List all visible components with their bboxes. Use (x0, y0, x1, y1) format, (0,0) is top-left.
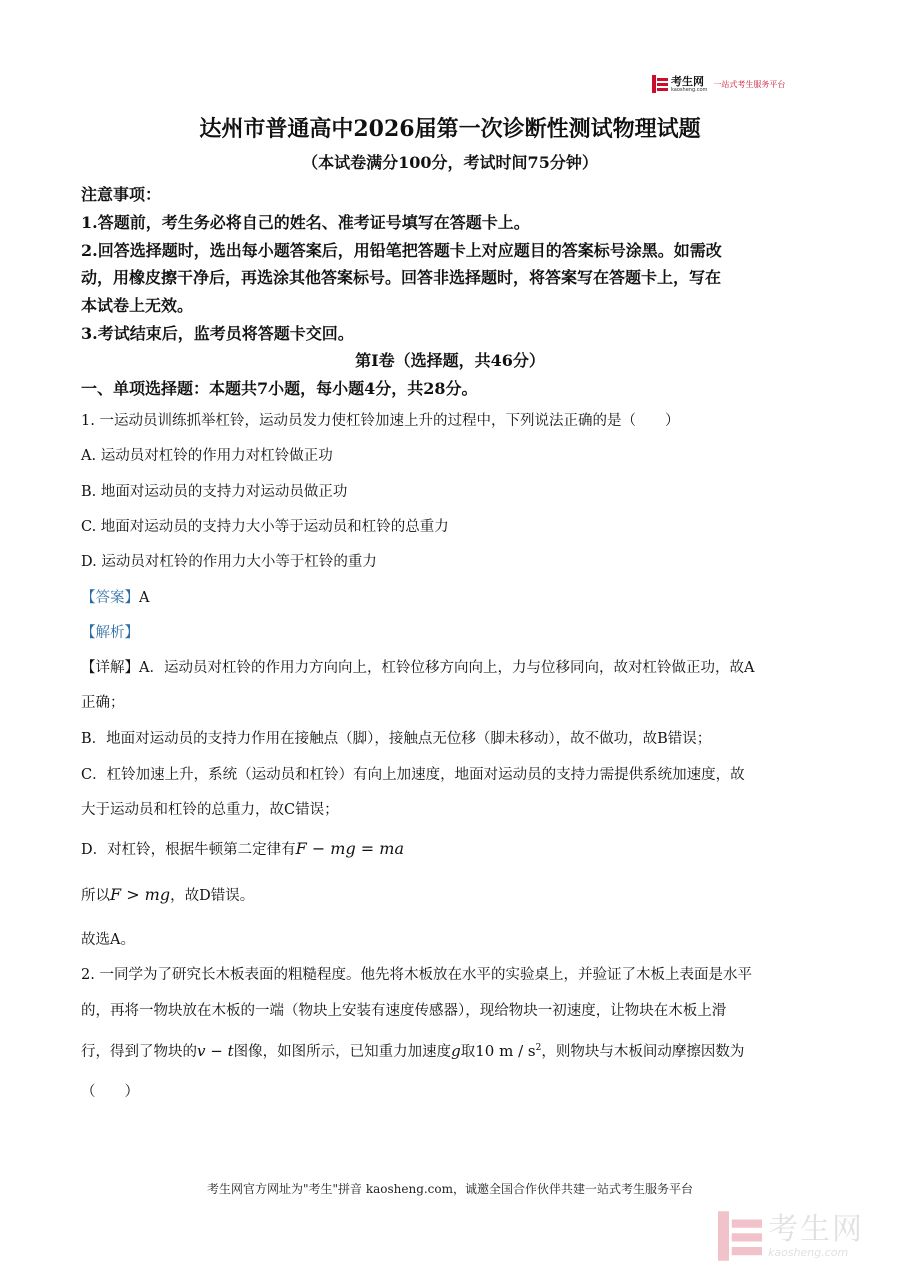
notice-item-1: 1.答题前，考生务必将自己的姓名、准考证号填写在答题卡上。 (81, 213, 530, 232)
logo-mark-icon (652, 75, 668, 93)
q1-option-d: D. 运动员对杠铃的作用力大小等于杠铃的重力 (81, 554, 377, 570)
so-line (81, 884, 254, 905)
q2-line-3 (81, 1040, 744, 1061)
q2-line-3-pre: 行，得到了物块的 (81, 1044, 197, 1060)
detail-tag: 【详解】 (81, 660, 139, 676)
notice-heading: 注意事项： (81, 185, 162, 204)
q2-line-2: 的，再将一物块放在木板的一端（物块上安装有速度传感器），现给物块一初速度，让物块在木板上滑 (81, 1003, 727, 1019)
q2-line-3-post: ，则物块与木板间动摩擦因数为 (541, 1044, 745, 1060)
detail-c-line-1: C．杠铃加速上升，系统（运动员和杠铃）有向上加速度，地面对运动员的支持力需提供系统加速度，故 (81, 767, 745, 783)
notice-item-2-line-1: 2.回答选择题时，选出每小题答案后，用铅笔把答题卡上对应题目的答案标号涂黑。如需改 (81, 241, 722, 260)
notice-item-2-line-3: 本试卷上无效。 (81, 296, 194, 315)
exam-subtitle: （本试卷满分100分，考试时间75分钟） (302, 153, 598, 172)
q1-option-a: A. 运动员对杠铃的作用力对杠铃做正功 (81, 448, 333, 464)
q2-line-1: 2. 一同学为了研究长木板表面的粗糙程度。他先将木板放在水平的实验桌上，并验证了木板上表面是水平 (81, 967, 752, 983)
notice-item-2-line-2: 动，用橡皮擦干净后，再选涂其他答案标号。回答非选择题时，将答案写在答题卡上，写在 (81, 268, 722, 287)
so-equation: F > mg (110, 885, 171, 904)
logo-name: 考生网 (671, 74, 704, 88)
detail-b: B．地面对运动员的支持力作用在接触点（脚），接触点无位移（脚未移动），故不做功，故B错误； (81, 731, 712, 747)
watermark-mark-icon (718, 1211, 762, 1261)
q1-option-c: C. 地面对运动员的支持力大小等于运动员和杠铃的总重力 (81, 519, 449, 535)
detail-a-text: A．运动员对杠铃的作用力方向向上，杠铃位移方向向上，力与位移同向，故对杠铃做正功，故A (139, 660, 755, 676)
notice-item-3: 3.考试结束后，监考员将答题卡交回。 (81, 324, 354, 343)
q2-line-4: （ ） (81, 1084, 139, 1100)
q1-option-b: B. 地面对运动员的支持力对运动员做正功 (81, 484, 348, 500)
q1-stem: 1. 一运动员训练抓举杠铃，运动员发力使杠铃加速上升的过程中，下列说法正确的是（ ） (81, 413, 680, 429)
detail-c-line-2: 大于运动员和杠铃的总重力，故C错误； (81, 802, 339, 818)
logo-slogan: 一站式考生服务平台 (713, 79, 786, 89)
so-post: ，故D错误。 (170, 888, 255, 904)
detail-a-line-2: 正确； (81, 695, 125, 711)
g-exponent: 2 (535, 1043, 542, 1054)
q2-line-3-take: 取 (460, 1044, 476, 1060)
volume-heading: 第I卷（选择题，共46分） (355, 351, 545, 370)
q2-line-3-mid: 图像，如图所示，已知重力加速度 (233, 1044, 452, 1060)
watermark (718, 1208, 864, 1264)
footer-text: 考生网官方网址为"考生"拼音 kaosheng.com，诚邀全国合作伙伴共建一站式考生服务平台 (206, 1182, 694, 1196)
logo-url: kaosheng.com (671, 86, 708, 93)
choose-line: 故选A。 (81, 932, 135, 948)
detail-d (81, 838, 404, 859)
brand-logo (652, 73, 785, 95)
watermark-name: 考生网 (768, 1211, 864, 1247)
detail-a-line-1 (81, 656, 754, 677)
detail-d-equation: F − mg = ma (295, 839, 405, 858)
exam-title: 达州市普通高中2026届第一次诊断性测试物理试题 (199, 116, 701, 142)
part-heading: 一、单项选择题：本题共7小题，每小题4分，共28分。 (81, 379, 478, 398)
so-pre: 所以 (81, 888, 110, 904)
q1-answer (81, 586, 149, 607)
answer-tag: 【答案】 (81, 590, 139, 606)
vt-symbol: v − t (197, 1042, 234, 1060)
g-value: 10 m / s (475, 1042, 536, 1060)
analysis-tag: 【解析】 (81, 625, 139, 641)
detail-d-text: D．对杠铃，根据牛顿第二定律有 (81, 842, 296, 858)
answer-value: A (139, 590, 150, 606)
watermark-url: kaosheng.com (768, 1245, 849, 1259)
g-symbol: g (451, 1042, 461, 1060)
